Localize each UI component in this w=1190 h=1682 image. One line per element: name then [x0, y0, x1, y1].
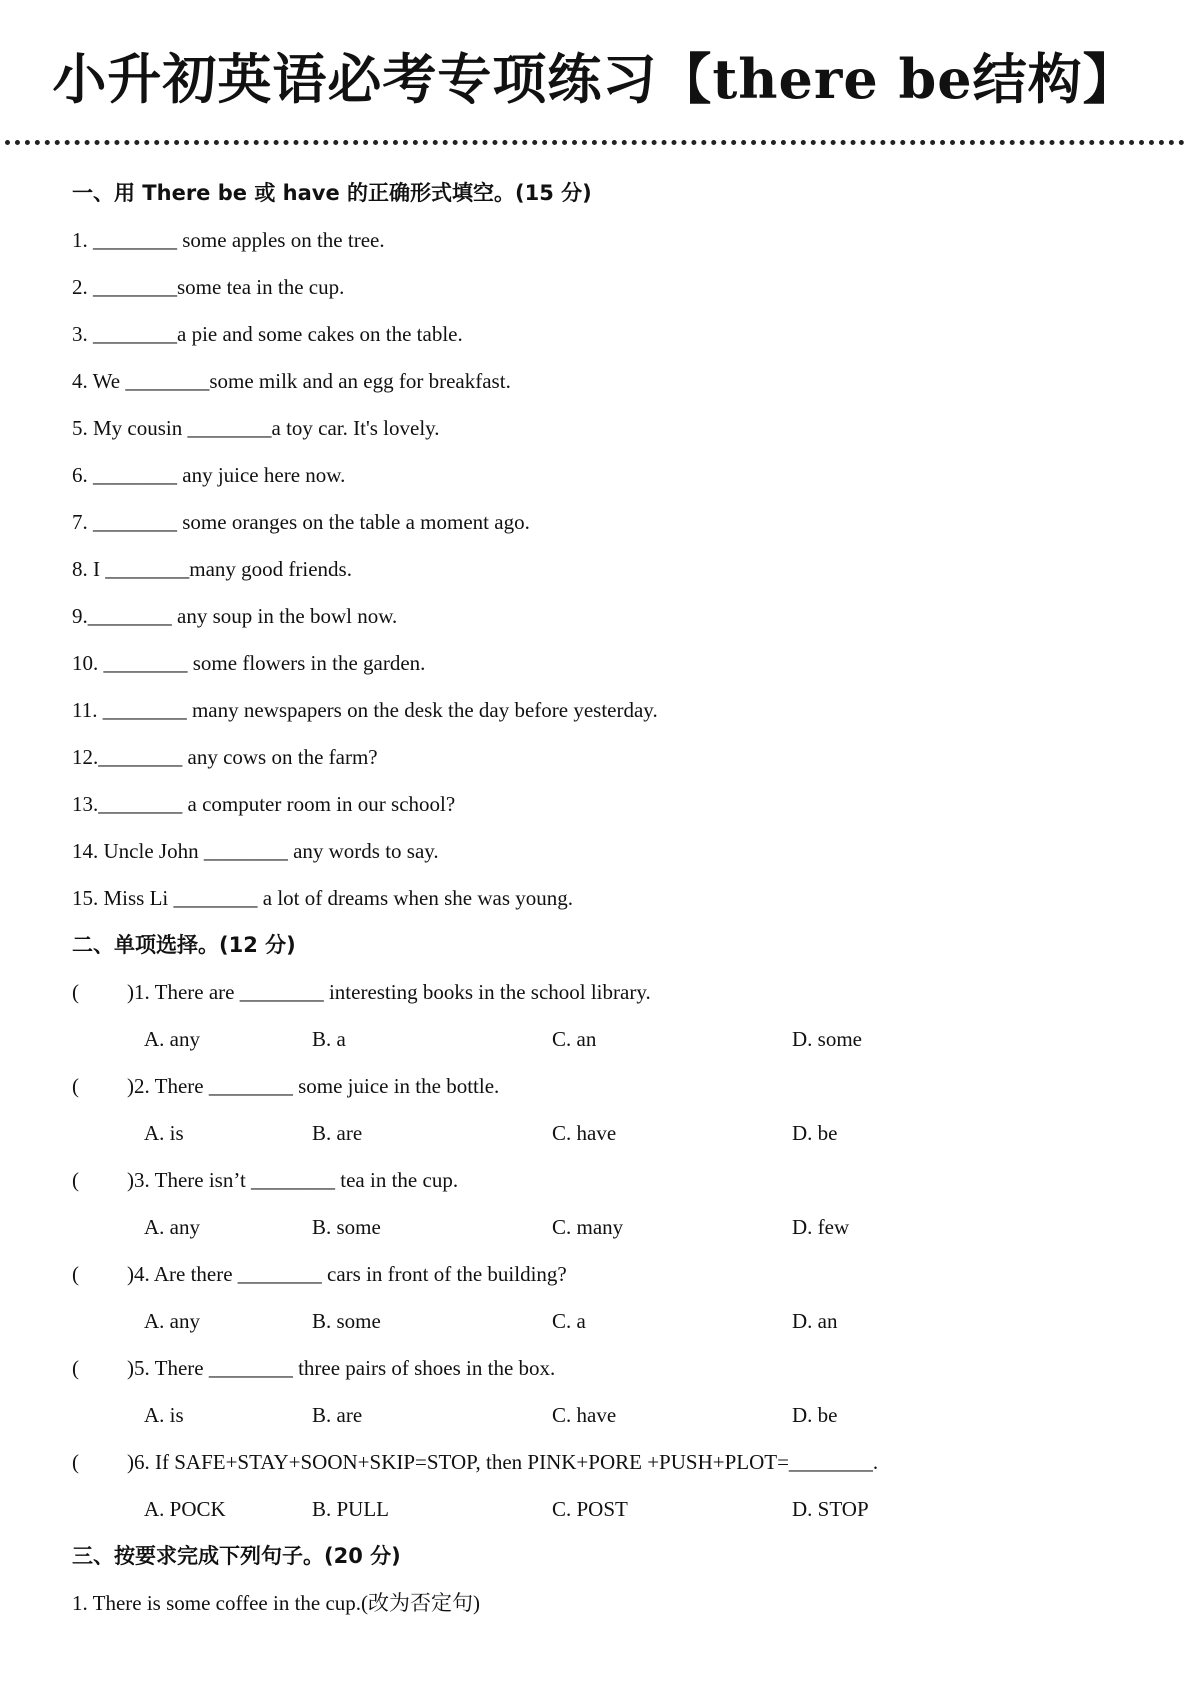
- mc-question: [72, 1251, 1132, 1298]
- option-c: C. an: [552, 1027, 597, 1051]
- answer-paren: (: [72, 1356, 79, 1380]
- section-1-list: [72, 217, 1132, 922]
- mc-options: [72, 1204, 1132, 1251]
- option-a: A. is: [144, 1121, 184, 1145]
- worksheet-content: [72, 170, 1132, 1627]
- option-a: A. is: [144, 1403, 184, 1427]
- mc-question: [72, 1157, 1132, 1204]
- option-d: D. an: [792, 1309, 838, 1333]
- fill-blank-item: 1. ________ some apples on the tree.: [72, 228, 385, 252]
- mc-options: [72, 1298, 1132, 1345]
- section-2-title: 二、单项选择。(12 分): [72, 933, 296, 957]
- fill-blank-item: 6. ________ any juice here now.: [72, 463, 346, 487]
- fill-blank-item: 5. My cousin ________a toy car. It's lovely.: [72, 416, 440, 440]
- dotted-divider: [5, 140, 1185, 145]
- option-b: B. some: [312, 1309, 381, 1333]
- fill-blank-item: 13.________ a computer room in our school?: [72, 792, 456, 816]
- fill-blank-item: 9.________ any soup in the bowl now.: [72, 604, 398, 628]
- option-b: B. are: [312, 1121, 363, 1145]
- question-stem: )4. Are there ________ cars in front of the building?: [127, 1262, 567, 1286]
- answer-paren: (: [72, 1262, 79, 1286]
- option-b: B. a: [312, 1027, 346, 1051]
- fill-blank-item: 4. We ________some milk and an egg for breakfast.: [72, 369, 511, 393]
- option-d: D. some: [792, 1027, 862, 1051]
- mc-question: [72, 1345, 1132, 1392]
- option-c: C. a: [552, 1309, 586, 1333]
- answer-paren: (: [72, 1074, 79, 1098]
- mc-question: [72, 1439, 1132, 1486]
- option-d: D. be: [792, 1121, 838, 1145]
- section-3-list: [72, 1580, 1132, 1627]
- answer-paren: (: [72, 980, 79, 1004]
- option-a: A. any: [144, 1309, 200, 1333]
- question-stem: )6. If SAFE+STAY+SOON+SKIP=STOP, then PINK+PORE +PUSH+PLOT=________.: [127, 1450, 879, 1474]
- page-title: 小升初英语必考专项练习【there be结构】: [52, 47, 1138, 111]
- option-c: C. have: [552, 1121, 617, 1145]
- option-d: D. be: [792, 1403, 838, 1427]
- fill-blank-item: 15. Miss Li ________ a lot of dreams when she was young.: [72, 886, 574, 910]
- question-stem: )3. There isn’t ________ tea in the cup.: [127, 1168, 459, 1192]
- mc-options: [72, 1110, 1132, 1157]
- fill-blank-item: 14. Uncle John ________ any words to say.: [72, 839, 439, 863]
- option-c: C. have: [552, 1403, 617, 1427]
- mc-question: [72, 1063, 1132, 1110]
- rewrite-item: 1. There is some coffee in the cup.(改为否定句): [72, 1591, 481, 1615]
- fill-blank-item: 8. I ________many good friends.: [72, 557, 352, 581]
- fill-blank-item: 12.________ any cows on the farm?: [72, 745, 378, 769]
- fill-blank-item: 10. ________ some flowers in the garden.: [72, 651, 426, 675]
- mc-options: [72, 1016, 1132, 1063]
- option-a: A. any: [144, 1027, 200, 1051]
- section-1-title: 一、用 There be 或 have 的正确形式填空。(15 分): [72, 181, 592, 205]
- option-c: C. POST: [552, 1497, 628, 1521]
- mc-options: [72, 1486, 1132, 1533]
- mc-question: [72, 969, 1132, 1016]
- fill-blank-item: 2. ________some tea in the cup.: [72, 275, 345, 299]
- section-3-title: 三、按要求完成下列句子。(20 分): [72, 1544, 401, 1568]
- option-a: A. any: [144, 1215, 200, 1239]
- option-b: B. PULL: [312, 1497, 390, 1521]
- fill-blank-item: 7. ________ some oranges on the table a moment ago.: [72, 510, 530, 534]
- section-2-list: [72, 969, 1132, 1533]
- option-c: C. many: [552, 1215, 624, 1239]
- option-d: D. STOP: [792, 1497, 869, 1521]
- option-b: B. some: [312, 1215, 381, 1239]
- question-stem: )2. There ________ some juice in the bottle.: [127, 1074, 500, 1098]
- mc-options: [72, 1392, 1132, 1439]
- answer-paren: (: [72, 1168, 79, 1192]
- option-a: A. POCK: [144, 1497, 226, 1521]
- question-stem: )1. There are ________ interesting books in the school library.: [127, 980, 651, 1004]
- question-stem: )5. There ________ three pairs of shoes in the box.: [127, 1356, 556, 1380]
- fill-blank-item: 11. ________ many newspapers on the desk the day before yesterday.: [72, 698, 658, 722]
- option-d: D. few: [792, 1215, 850, 1239]
- fill-blank-item: 3. ________a pie and some cakes on the table.: [72, 322, 463, 346]
- answer-paren: (: [72, 1450, 79, 1474]
- option-b: B. are: [312, 1403, 363, 1427]
